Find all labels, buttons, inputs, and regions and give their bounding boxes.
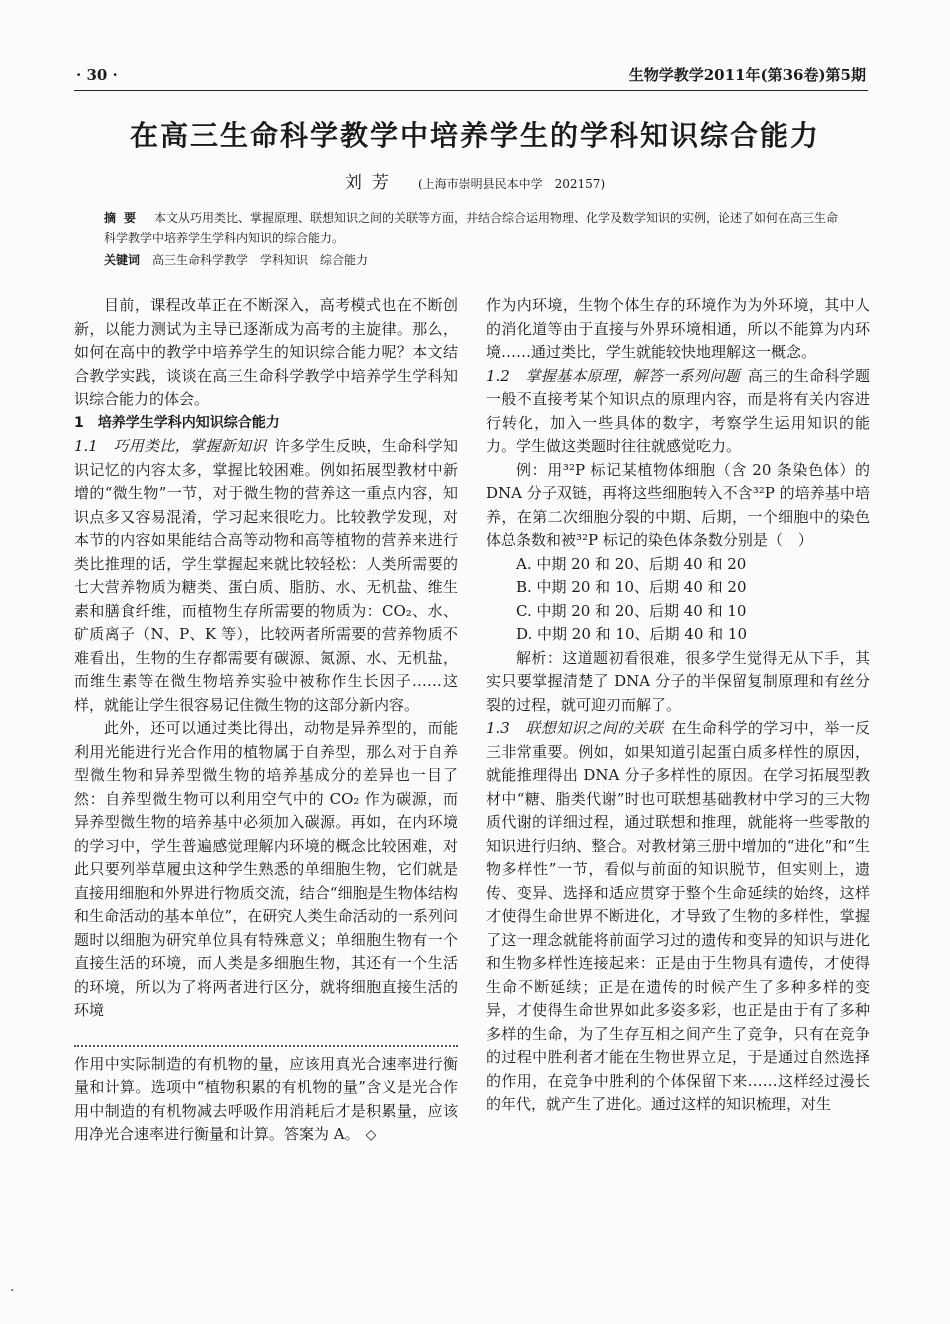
keywords-text: 高三生命科学教学 学科知识 综合能力 [152, 253, 369, 267]
journal-header: 生物学教学2011年(第36卷)第5期 [628, 66, 866, 84]
section-1-2-text: 高三的生命科学题一般不直接考某个知识点的原理内容，而是将有关内容进行转化，加入一些具体的数字，考察学生运用知识的能力。学生做这类题时往往就感觉吃力。 [486, 366, 870, 455]
right-column [486, 294, 870, 1117]
section-1-heading: 1 培养学生学科内知识综合能力 [74, 414, 280, 431]
article-title: 在高三生命科学教学中培养学生的学科知识综合能力 [129, 119, 820, 152]
section-1-2-heading: 1.2 掌握基本原理，解答一系列问题 [486, 366, 740, 385]
end-diamond-icon: ◇ [365, 1127, 377, 1143]
option-a: A. 中期 20 和 20、后期 40 和 20 [516, 554, 747, 573]
header-rule [74, 90, 868, 91]
section-1-3-paragraph [486, 717, 870, 1117]
left-column [74, 294, 458, 1148]
abstract-text: 本文从巧用类比、掌握原理、联想知识之间的关联等方面，并结合综合运用物理、化学及数学知识的实例，论述了如何在高三生命科学教学中培养学生学科内知识的综合能力。 [104, 211, 839, 245]
abstract [104, 208, 849, 248]
wavy-divider [74, 1033, 458, 1047]
section-1-3-heading: 1.3 联想知识之间的关联 [486, 719, 664, 737]
section-1-1-paragraph [74, 435, 458, 717]
page-number: · 30 · [76, 66, 118, 84]
intro-paragraph: 目前，课程改革正在不断深入，高考模式也在不断创新，以能力测试为主导已逐渐成为高考的主旋律。那么，如何在高中的教学中培养学生的知识综合能力呢？本文结合教学实践，谈谈在高三生命科学教学中培养学生学科知识综合能力的体会。 [74, 296, 458, 408]
paragraph-2: 此外，还可以通过类比得出，动物是异养型的，而能利用光能进行光合作用的植物属于自养型，那么对于自养型微生物和异养型微生物的培养基成分的差异也一目了然：自养型微生物可以利用空气中的 CO₂ 作为碳源，而异养型微生物的培养基中必须加入碳源。再如，在内环境的学习中，学生普遍感觉理解内环境的概念比较困难，对此只要列举草履虫这种学生熟悉的单细胞生物，它们就是直接用细胞和外界进行物质交流，结合“细胞是生物体结构和生命活动的基本单位”，在研究人类生命活动的一系列问题时以细胞为研究单位具有特殊意义；单细胞生物有一个直接生活的环境，而人类是多细胞生物，其还有一个生活的环境，所以为了将两者进行区分，就将细胞直接生活的环境 [74, 719, 458, 1019]
option-b: B. 中期 20 和 10、后期 40 和 20 [516, 578, 747, 596]
section-1-1-text: 许多学生反映，生命科学知识记忆的内容太多，掌握比较困难。例如拓展型教材中新增的“微生物”一节，对于微生物的营养这一重点内容，知识点多又容易混淆，学习起来很吃力。比较教学发现，对本节的内容如果能结合高等动物和高等植物的营养来进行类比推理的话，学生掌握起来就比较轻松：人类所需要的七大营养物质为糖类、蛋白质、脂肪、水、无机盐、维生素和膳食纤维，而植物生存所需要的物质为：CO₂、水、矿质离子（N、P、K 等），比较两者所需要的营养物质不难看出，生物的生存都需要有碳源、氮源、水、无机盐，而维生素等在微生物培养实验中被称作生长因子……这样，就能让学生很容易记住微生物的这部分新内容。 [74, 437, 458, 714]
author-line [0, 168, 950, 193]
author-affiliation: (上海市崇明县民本中学 202157) [417, 177, 606, 191]
option-c: C. 中期 20 和 20、后期 40 和 10 [516, 601, 747, 620]
section-1-1-heading: 1.1 巧用类比，掌握新知识 [74, 437, 267, 455]
example-question: 例：用³²P 标记某植物体细胞（含 20 条染色体）的 DNA 分子双链，再将这些细胞转入不含³²P 的培养基中培养，在第二次细胞分裂的中期、后期，一个细胞中的染色体总条数和被³²P 标记的染色体条数分别是（ ） [486, 460, 870, 549]
abstract-label: 摘要 [104, 211, 145, 225]
author-name: 刘芳 [344, 173, 399, 193]
continued-paragraph: 作为内环境，生物个体生存的环境作为为外环境，其中人的消化道等由于直接与外界环境相通，所以不能算为内环境……通过类比，学生就能较快地理解这一概念。 [486, 296, 870, 361]
keywords-label: 关键词 [104, 253, 141, 267]
page-speck: · [10, 1283, 15, 1299]
tail-text: 作用中实际制造的有机物的量，应该用真光合速率进行衡量和计算。选项中“植物积累的有机物的量”含义是光合作用中制造的有机物减去呼吸作用消耗后才是积累量，应该用净光合速率进行衡量和计算。答案为 A。 [74, 1054, 458, 1143]
option-d: D. 中期 20 和 10、后期 40 和 10 [516, 625, 747, 643]
section-1-2-paragraph [486, 365, 870, 459]
tail-paragraph [74, 1053, 458, 1148]
section-1-3-text: 在生命科学的学习中，举一反三非常重要。例如，如果知道引起蛋白质多样性的原因，就能推理得出 DNA 分子多样性的原因。在学习拓展型教材中“糖、脂类代谢”时也可联想基础教材中学习的三大物质代谢的详细过程，通过联想和推理，就能将一些零散的知识进行归纳、整合。对教材第三册中增加的“进化”和“生物多样性”一节，看似与前面的知识脱节，但实则上，遗传、变异、选择和适应贯穿于整个生命延续的始终，这样才使得生命世界不断进化，才导致了生物的多样性，掌握了这一理念就能将前面学习过的遗传和变异的知识与进化和生物多样性连接起来：正是由于生物具有遗传，才使得生命不断延续；正是在遗传的时候产生了多种多样的变异，才使得生命世界如此多姿多彩，也正是由于有了多种多样的生命，为了生存互相之间产生了竞争，只有在竞争的过程中胜利者才能在生物世界立足，于是通过自然选择的作用，在竞争中胜利的个体保留下来……这样经过漫长的年代，就产生了进化。通过这样的知识梳理，对生 [486, 719, 870, 1113]
analysis-paragraph: 解析：这道题初看很难，很多学生觉得无从下手，其实只要掌握清楚了 DNA 分子的半保留复制原理和有丝分裂的过程，就可迎刃而解了。 [486, 648, 870, 714]
keywords [104, 250, 849, 270]
